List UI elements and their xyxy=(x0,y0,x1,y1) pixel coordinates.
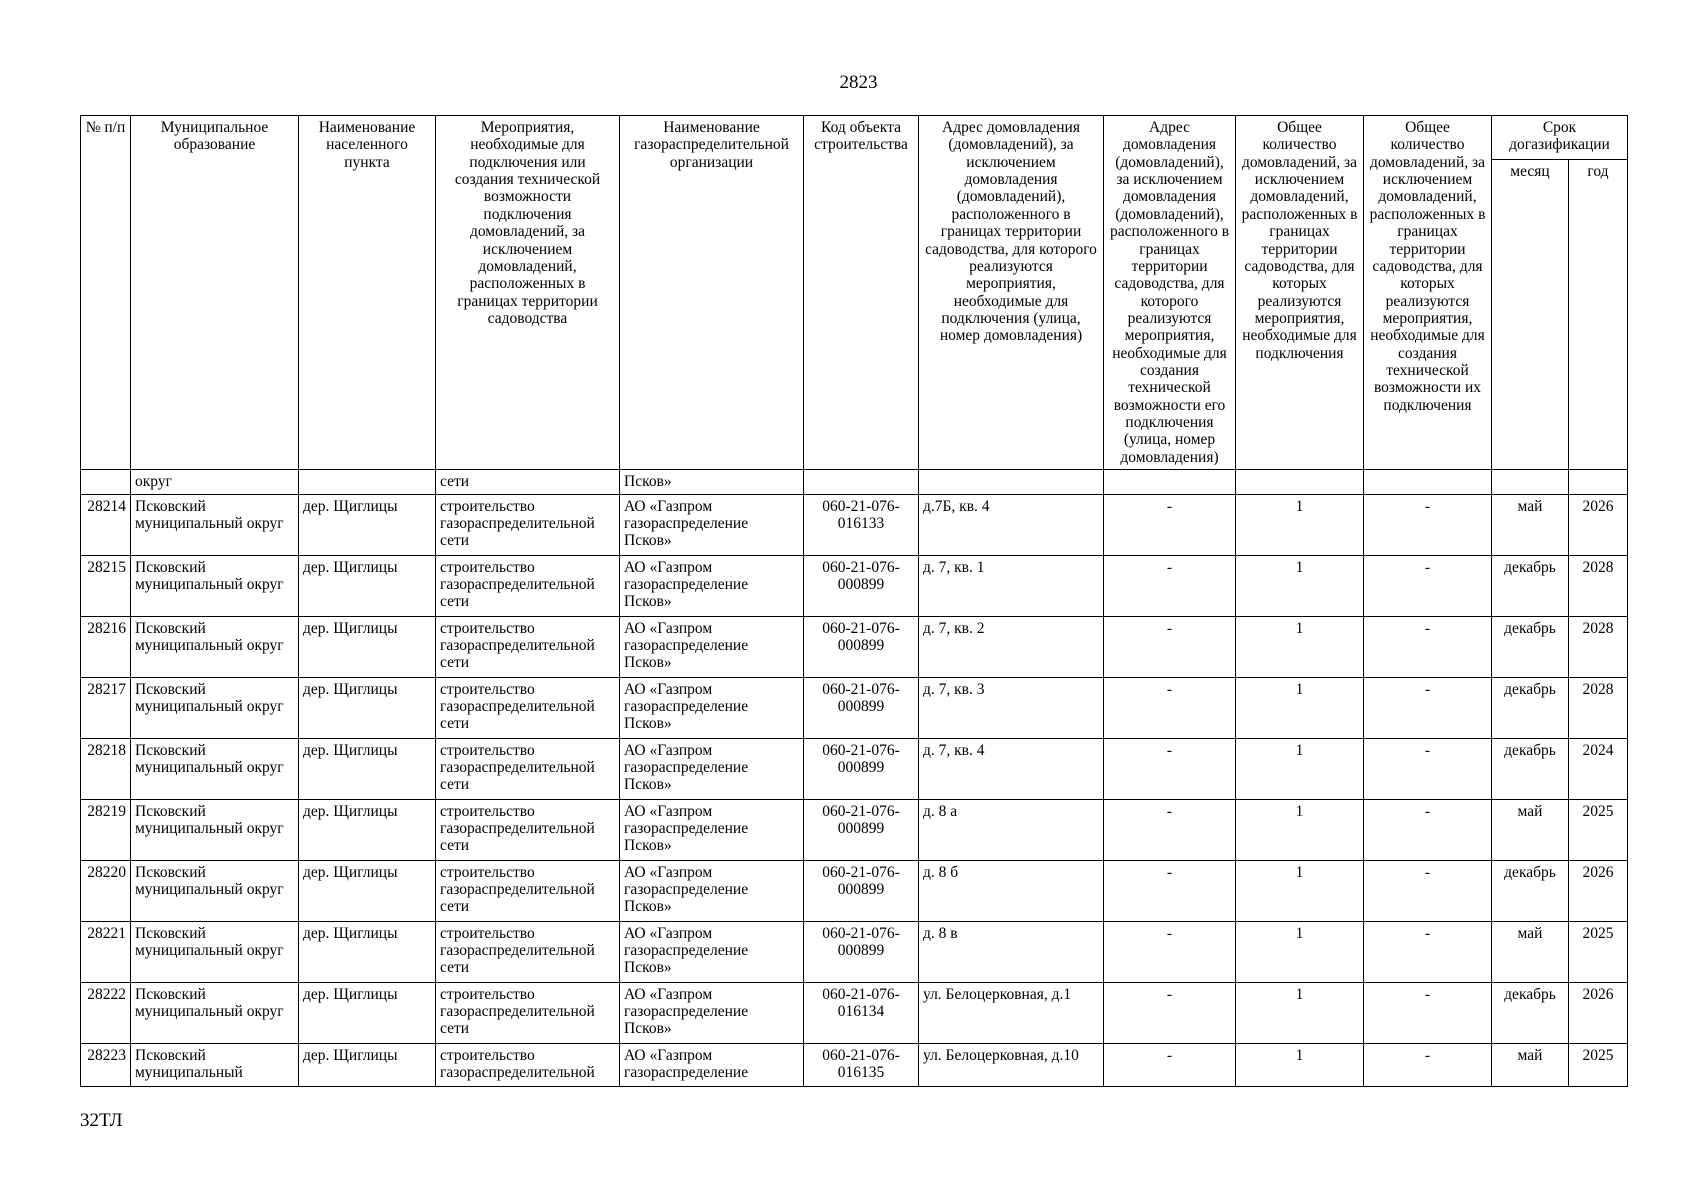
cell-gas-org: АО «Газпром газораспределение Псков» xyxy=(620,982,804,1043)
cell-address-garden: - xyxy=(1104,555,1236,616)
cell-object-code: 060-21-076-000899 xyxy=(804,677,919,738)
cell-gas-org: АО «Газпром газораспределение Псков» xyxy=(620,799,804,860)
header-object-code: Код объекта строительства xyxy=(804,116,919,470)
cell-object-code: 060-21-076-016135 xyxy=(804,1043,919,1086)
cell-num: 28218 xyxy=(81,738,131,799)
cell-total-connect: 1 xyxy=(1236,555,1364,616)
cell-total-connect: 1 xyxy=(1236,921,1364,982)
cell-measures: строительство газораспределительной сети xyxy=(436,860,620,921)
cell-settlement: дер. Щиглицы xyxy=(299,921,436,982)
table-row xyxy=(81,616,1628,677)
cell-address: д. 7, кв. 1 xyxy=(919,555,1104,616)
cell-address-garden: - xyxy=(1104,921,1236,982)
cell-object-code: 060-21-076-016133 xyxy=(804,494,919,555)
cell-measures: строительство газораспределительной сети xyxy=(436,616,620,677)
cell-address-garden: - xyxy=(1104,616,1236,677)
cell-gas-org: АО «Газпром газораспределение Псков» xyxy=(620,738,804,799)
table-row xyxy=(81,982,1628,1043)
cell-address: д. 8 в xyxy=(919,921,1104,982)
header-num: № п/п xyxy=(81,116,131,470)
cell-gas-org: АО «Газпром газораспределение Псков» xyxy=(620,555,804,616)
table-row xyxy=(81,677,1628,738)
cell-municipality: Псковский муниципальный округ xyxy=(131,860,299,921)
cell-total-connect: 1 xyxy=(1236,677,1364,738)
table-row xyxy=(81,921,1628,982)
cell-address-garden: - xyxy=(1104,1043,1236,1086)
cell-settlement: дер. Щиглицы xyxy=(299,799,436,860)
page-number: 2823 xyxy=(839,72,878,93)
table-row xyxy=(81,738,1628,799)
cell-total-tech: - xyxy=(1364,677,1492,738)
cell-month: май xyxy=(1492,1043,1569,1086)
cell-object-code: 060-21-076-000899 xyxy=(804,555,919,616)
cell-month: декабрь xyxy=(1492,982,1569,1043)
cell-measures: сети xyxy=(436,470,620,494)
cell-object-code: 060-21-076-000899 xyxy=(804,799,919,860)
cell-settlement: дер. Щиглицы xyxy=(299,738,436,799)
cell-measures: строительство газораспределительной сети xyxy=(436,921,620,982)
cell-month: декабрь xyxy=(1492,860,1569,921)
cell-address: д. 8 б xyxy=(919,860,1104,921)
cell-municipality: Псковский муниципальный округ xyxy=(131,677,299,738)
header-total-connect: Общее количество домовладений, за исключением домовладений, расположенных в границах территории садоводства, для которых реализуются мероприятия, необходимые для подключения xyxy=(1236,116,1364,470)
cell-total-connect: 1 xyxy=(1236,1043,1364,1086)
cell-num: 28219 xyxy=(81,799,131,860)
cell-month: декабрь xyxy=(1492,738,1569,799)
cell-year: 2025 xyxy=(1569,921,1628,982)
table-row xyxy=(81,799,1628,860)
page-code: 32ТЛ xyxy=(80,1110,123,1131)
cell-month: декабрь xyxy=(1492,677,1569,738)
cell-municipality: Псковский муниципальный округ xyxy=(131,738,299,799)
cell-year: 2026 xyxy=(1569,860,1628,921)
table-row xyxy=(81,494,1628,555)
cell-measures: строительство газораспределительной сети xyxy=(436,982,620,1043)
cell-year: 2025 xyxy=(1569,799,1628,860)
cell-address: д.7Б, кв. 4 xyxy=(919,494,1104,555)
continuation-row xyxy=(81,470,1628,494)
cell-municipality: Псковский муниципальный округ xyxy=(131,494,299,555)
cell-municipality: Псковский муниципальный xyxy=(131,1043,299,1086)
header-year: год xyxy=(1569,160,1628,470)
cell-settlement: дер. Щиглицы xyxy=(299,616,436,677)
cell-year: 2024 xyxy=(1569,738,1628,799)
cell-total-tech: - xyxy=(1364,738,1492,799)
cell-num: 28215 xyxy=(81,555,131,616)
header-month: месяц xyxy=(1492,160,1569,470)
cell-month: декабрь xyxy=(1492,555,1569,616)
cell-total-connect: 1 xyxy=(1236,799,1364,860)
cell-year: 2028 xyxy=(1569,616,1628,677)
cell-settlement: дер. Щиглицы xyxy=(299,1043,436,1086)
cell-year: 2028 xyxy=(1569,555,1628,616)
cell-settlement: дер. Щиглицы xyxy=(299,494,436,555)
cell-address: д. 7, кв. 2 xyxy=(919,616,1104,677)
cell-num: 28214 xyxy=(81,494,131,555)
cell-address: д. 8 а xyxy=(919,799,1104,860)
cell-num: 28216 xyxy=(81,616,131,677)
cell-address-garden: - xyxy=(1104,738,1236,799)
cell-month: май xyxy=(1492,921,1569,982)
header-municipality: Муниципальное образование xyxy=(131,116,299,470)
header-settlement: Наименование населенного пункта xyxy=(299,116,436,470)
header-deadline: Срок догазификации xyxy=(1492,116,1628,160)
cell-num: 28220 xyxy=(81,860,131,921)
cell-municipality: округ xyxy=(131,470,299,494)
cell-month: декабрь xyxy=(1492,616,1569,677)
cell-year: 2028 xyxy=(1569,677,1628,738)
cell-gas-org: АО «Газпром газораспределение Псков» xyxy=(620,677,804,738)
table-row xyxy=(81,1043,1628,1086)
header-gas-org: Наименование газораспределительной организации xyxy=(620,116,804,470)
cell-total-connect: 1 xyxy=(1236,860,1364,921)
cell-gas-org: АО «Газпром газораспределение Псков» xyxy=(620,860,804,921)
cell-settlement: дер. Щиглицы xyxy=(299,677,436,738)
cell-municipality: Псковский муниципальный округ xyxy=(131,616,299,677)
cell-object-code: 060-21-076-000899 xyxy=(804,738,919,799)
cell-settlement: дер. Щиглицы xyxy=(299,860,436,921)
cell-address: д. 7, кв. 4 xyxy=(919,738,1104,799)
cell-measures: строительство газораспределительной сети xyxy=(436,738,620,799)
cell-address-garden: - xyxy=(1104,982,1236,1043)
cell-year: 2026 xyxy=(1569,982,1628,1043)
cell-num: 28223 xyxy=(81,1043,131,1086)
cell-municipality: Псковский муниципальный округ xyxy=(131,982,299,1043)
cell-settlement: дер. Щиглицы xyxy=(299,982,436,1043)
header-address: Адрес домовладения (домовладений), за исключением домовладения (домовладений), расположенного в границах территории садоводства, для которого реализуются мероприятия, необходимые для подключения (улица, номер домовладения) xyxy=(919,116,1104,470)
cell-object-code: 060-21-076-000899 xyxy=(804,860,919,921)
cell-measures: строительство газораспределительной сети xyxy=(436,555,620,616)
cell-municipality: Псковский муниципальный округ xyxy=(131,555,299,616)
cell-address-garden: - xyxy=(1104,799,1236,860)
cell-total-tech: - xyxy=(1364,799,1492,860)
cell-month: май xyxy=(1492,799,1569,860)
cell-gas-org: Псков» xyxy=(620,470,804,494)
cell-address-garden: - xyxy=(1104,860,1236,921)
header-total-tech: Общее количество домовладений, за исключением домовладений, расположенных в границах территории садоводства, для которых реализуются мероприятия, необходимые для создания технической возможности их подключения xyxy=(1364,116,1492,470)
cell-object-code: 060-21-076-000899 xyxy=(804,921,919,982)
cell-municipality: Псковский муниципальный округ xyxy=(131,799,299,860)
cell-address: ул. Белоцерковная, д.10 xyxy=(919,1043,1104,1086)
cell-address: ул. Белоцерковная, д.1 xyxy=(919,982,1104,1043)
cell-year: 2026 xyxy=(1569,494,1628,555)
cell-object-code: 060-21-076-000899 xyxy=(804,616,919,677)
cell-total-connect: 1 xyxy=(1236,982,1364,1043)
cell-total-connect: 1 xyxy=(1236,738,1364,799)
header-measures: Мероприятия, необходимые для подключения или создания технической возможности подключения домовладений, за исключением домовладений, расположенных в границах территории садоводства xyxy=(436,116,620,470)
cell-total-connect: 1 xyxy=(1236,494,1364,555)
cell-num: 28222 xyxy=(81,982,131,1043)
cell-measures: строительство газораспределительной сети xyxy=(436,677,620,738)
cell-address: д. 7, кв. 3 xyxy=(919,677,1104,738)
cell-settlement: дер. Щиглицы xyxy=(299,555,436,616)
cell-address-garden: - xyxy=(1104,677,1236,738)
cell-object-code: 060-21-076-016134 xyxy=(804,982,919,1043)
gasification-table xyxy=(80,115,1628,1087)
cell-measures: строительство газораспределительной сети xyxy=(436,799,620,860)
cell-year: 2025 xyxy=(1569,1043,1628,1086)
cell-month: май xyxy=(1492,494,1569,555)
cell-gas-org: АО «Газпром газораспределение Псков» xyxy=(620,616,804,677)
cell-total-tech: - xyxy=(1364,555,1492,616)
table-header-row xyxy=(81,116,1628,160)
cell-total-tech: - xyxy=(1364,860,1492,921)
cell-total-tech: - xyxy=(1364,1043,1492,1086)
cell-total-tech: - xyxy=(1364,616,1492,677)
cell-total-tech: - xyxy=(1364,982,1492,1043)
header-address-garden: Адрес домовладения (домовладений), за исключением домовладения (домовладений), расположенного в границах территории садоводства, для которого реализуются мероприятия, необходимые для создания технической возможности его подключения (улица, номер домовладения) xyxy=(1104,116,1236,470)
cell-total-connect: 1 xyxy=(1236,616,1364,677)
cell-gas-org: АО «Газпром газораспределение Псков» xyxy=(620,921,804,982)
table-row xyxy=(81,860,1628,921)
table-row xyxy=(81,555,1628,616)
cell-num: 28221 xyxy=(81,921,131,982)
cell-measures: строительство газораспределительной сети xyxy=(436,494,620,555)
cell-measures: строительство газораспределительной xyxy=(436,1043,620,1086)
cell-total-tech: - xyxy=(1364,921,1492,982)
cell-gas-org: АО «Газпром газораспределение Псков» xyxy=(620,494,804,555)
cell-gas-org: АО «Газпром газораспределение xyxy=(620,1043,804,1086)
cell-num: 28217 xyxy=(81,677,131,738)
cell-address-garden: - xyxy=(1104,494,1236,555)
cell-total-tech: - xyxy=(1364,494,1492,555)
cell-municipality: Псковский муниципальный округ xyxy=(131,921,299,982)
